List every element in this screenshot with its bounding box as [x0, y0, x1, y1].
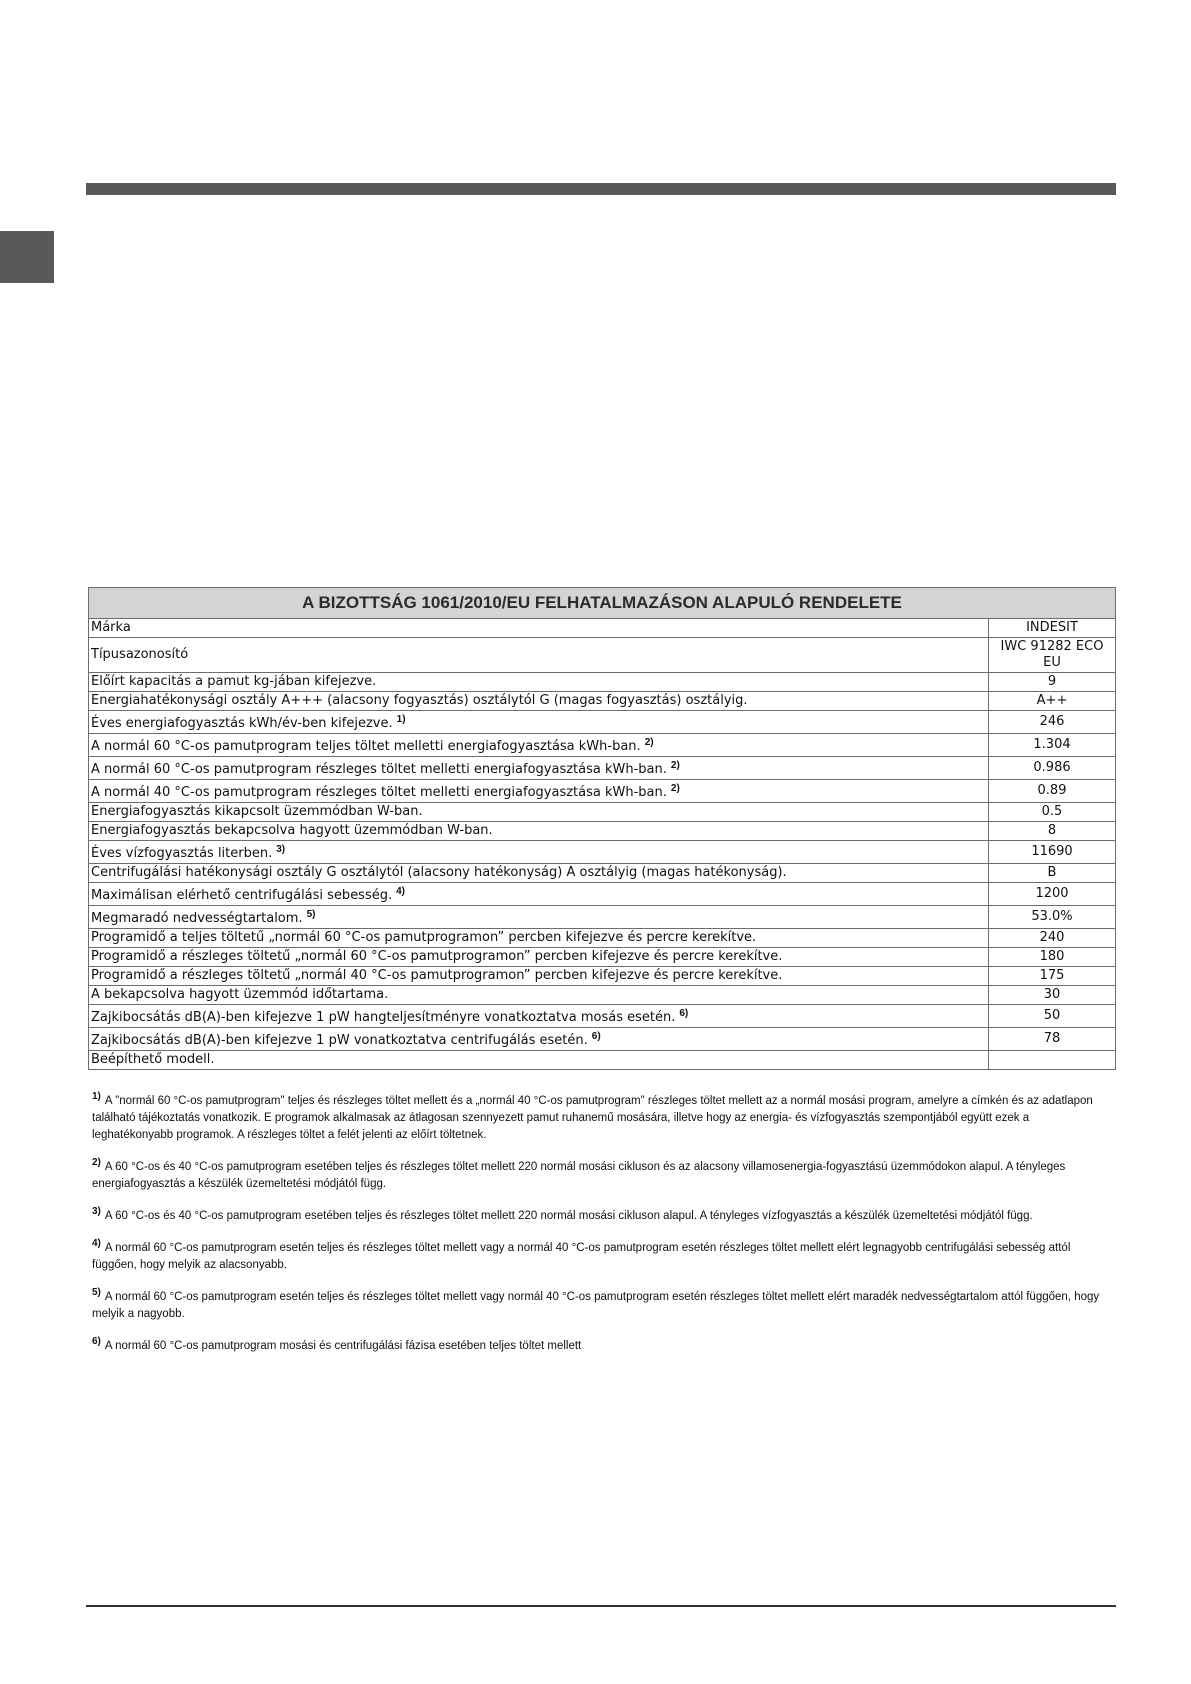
- row-label-text: Beépíthető modell.: [91, 1052, 215, 1067]
- row-label-text: A normál 60 °C-os pamutprogram teljes töltet melletti energiafogyasztása kWh-ban.: [91, 739, 641, 754]
- footnote: [92, 1333, 1112, 1355]
- row-value: 175: [989, 967, 1116, 986]
- row-label: [89, 780, 989, 803]
- footnote: [92, 1154, 1112, 1193]
- footnote-number: 1): [92, 1091, 101, 1102]
- table-row: [89, 906, 1116, 929]
- row-label: [89, 711, 989, 734]
- table-row: [89, 929, 1116, 948]
- product-fiche-table: [88, 587, 1116, 1070]
- row-label-text: Márka: [91, 620, 131, 635]
- footnote-ref: 6): [591, 1031, 601, 1042]
- row-label: [89, 906, 989, 929]
- row-label-text: A bekapcsolva hagyott üzemmód időtartama.: [91, 987, 389, 1002]
- row-label-text: Programidő a részleges töltetű „normál 40 °C-os pamutprogramon” percben kifejezve és percre kerekítve.: [91, 968, 783, 983]
- row-label-text: Éves energiafogyasztás kWh/év-ben kifejezve.: [91, 716, 393, 731]
- footnote-number: 4): [92, 1238, 101, 1249]
- row-label: [89, 803, 989, 822]
- row-label-text: Maximálisan elérhető centrifugálási sebesség.: [91, 888, 393, 903]
- header-bar: [86, 183, 1116, 195]
- row-label: [89, 757, 989, 780]
- row-label: [89, 948, 989, 967]
- row-label: [89, 864, 989, 883]
- row-label: [89, 822, 989, 841]
- table-row: [89, 986, 1116, 1005]
- language-side-tab: [0, 231, 54, 283]
- row-label: [89, 1028, 989, 1051]
- footnote-ref: 4): [396, 886, 406, 897]
- row-value: 240: [989, 929, 1116, 948]
- footnote-ref: 3): [276, 844, 286, 855]
- table-row: [89, 967, 1116, 986]
- footnote: [92, 1203, 1112, 1225]
- footnote-number: 5): [92, 1287, 101, 1298]
- row-value: B: [989, 864, 1116, 883]
- row-value: 78: [989, 1028, 1116, 1051]
- table-row: [89, 757, 1116, 780]
- row-value: 53.0%: [989, 906, 1116, 929]
- footnote-ref: 5): [306, 909, 316, 920]
- table-row: [89, 1028, 1116, 1051]
- row-label-text: Programidő a teljes töltetű „normál 60 °C-os pamutprogramon” percben kifejezve és percre kerekítve.: [91, 930, 757, 945]
- row-label: [89, 986, 989, 1005]
- row-label-text: Típusazonosító: [91, 647, 189, 662]
- footnote-text: A normál 60 °C-os pamutprogram mosási és centrifugálási fázisa esetében teljes töltet mellett: [104, 1340, 582, 1352]
- footnote-ref: 2): [670, 760, 680, 771]
- table-row: [89, 734, 1116, 757]
- row-label: [89, 619, 989, 638]
- table-title: A BIZOTTSÁG 1061/2010/EU FELHATALMAZÁSON ALAPULÓ RENDELETE: [89, 588, 1116, 619]
- table-row: [89, 619, 1116, 638]
- row-label-text: Centrifugálási hatékonysági osztály G osztálytól (alacsony hatékonyság) A osztályig (magas hatékonyság).: [91, 865, 787, 880]
- row-value: 50: [989, 1005, 1116, 1028]
- row-value: 1200: [989, 883, 1116, 906]
- table-row: [89, 711, 1116, 734]
- footnote: [92, 1235, 1112, 1274]
- table-row: [89, 1005, 1116, 1028]
- row-value: 11690: [989, 841, 1116, 864]
- row-value: 0.89: [989, 780, 1116, 803]
- row-label-text: Energiahatékonysági osztály A+++ (alacsony fogyasztás) osztálytól G (magas fogyasztás) osztályig.: [91, 693, 748, 708]
- table-row: [89, 864, 1116, 883]
- table-row: [89, 841, 1116, 864]
- row-label: [89, 638, 989, 673]
- row-label: [89, 841, 989, 864]
- row-label-text: Energiafogyasztás bekapcsolva hagyott üzemmódban W-ban.: [91, 823, 493, 838]
- row-value: 246: [989, 711, 1116, 734]
- row-label-text: A normál 40 °C-os pamutprogram részleges töltet melletti energiafogyasztása kWh-ban.: [91, 785, 667, 800]
- row-label: [89, 673, 989, 692]
- row-value: 8: [989, 822, 1116, 841]
- row-value: 9: [989, 673, 1116, 692]
- row-label: [89, 967, 989, 986]
- row-label: [89, 734, 989, 757]
- footnote-text: A normál 60 °C-os pamutprogram esetén teljes és részleges töltet mellett vagy normál 40 °C-os pamutprogram esetén részleges töltet mellett elért maradék nedvességtartalom attól függően, hogy melyik a nagyobb.: [92, 1291, 1100, 1320]
- row-label-text: Zajkibocsátás dB(A)-ben kifejezve 1 pW vonatkoztatva centrifugálás esetén.: [91, 1033, 588, 1048]
- row-label: [89, 1051, 989, 1070]
- footer-rule: [86, 1605, 1116, 1607]
- row-label: [89, 1005, 989, 1028]
- table-row: [89, 638, 1116, 673]
- footnotes: [92, 1088, 1112, 1365]
- row-label: [89, 929, 989, 948]
- table-row: [89, 803, 1116, 822]
- footnote-number: 2): [92, 1157, 101, 1168]
- row-label: [89, 883, 989, 906]
- row-value: 1.304: [989, 734, 1116, 757]
- table-row: [89, 692, 1116, 711]
- table-row: [89, 673, 1116, 692]
- row-label-text: Zajkibocsátás dB(A)-ben kifejezve 1 pW hangteljesítményre vonatkoztatva mosás esetén.: [91, 1010, 676, 1025]
- table-row: [89, 883, 1116, 906]
- row-label-text: Éves vízfogyasztás literben.: [91, 846, 273, 861]
- row-value: INDESIT: [989, 619, 1116, 638]
- footnote-number: 3): [92, 1206, 101, 1217]
- footnote-text: A 60 °C-os és 40 °C-os pamutprogram esetében teljes és részleges töltet mellett 220 normál mosási cikluson és az alacsony villamosenergia-fogyasztású üzemmódokon alapul. A tényleges energiafogyasztás a készülék üzemeltetési módjától függ.: [92, 1161, 1066, 1190]
- footnote-ref: 6): [679, 1008, 689, 1019]
- footnote: [92, 1088, 1112, 1144]
- table-row: [89, 822, 1116, 841]
- footnote-text: A 60 °C-os és 40 °C-os pamutprogram esetében teljes és részleges töltet mellett 220 normál mosási cikluson alapul. A tényleges vízfogyasztás a készülék üzemeltetési módjától függ.: [104, 1210, 1033, 1222]
- row-value: 0.986: [989, 757, 1116, 780]
- row-label-text: Programidő a részleges töltetű „normál 60 °C-os pamutprogramon” percben kifejezve és percre kerekítve.: [91, 949, 783, 964]
- footnote-number: 6): [92, 1336, 101, 1347]
- table-row: [89, 780, 1116, 803]
- row-label-text: Előírt kapacitás a pamut kg-jában kifejezve.: [91, 674, 377, 689]
- footnote-ref: 2): [670, 783, 680, 794]
- row-value: 0.5: [989, 803, 1116, 822]
- row-value: 30: [989, 986, 1116, 1005]
- row-label-text: A normál 60 °C-os pamutprogram részleges töltet melletti energiafogyasztása kWh-ban.: [91, 762, 667, 777]
- table-row: [89, 948, 1116, 967]
- footnote-ref: 1): [396, 714, 406, 725]
- footnote-ref: 2): [644, 737, 654, 748]
- table-row: [89, 1051, 1116, 1070]
- row-label-text: Energiafogyasztás kikapcsolt üzemmódban W-ban.: [91, 804, 423, 819]
- footnote-text: A "normál 60 °C-os pamutprogram" teljes és részleges töltet mellett és a „normál 40 °C-os pamutprogram" részleges töltet mellett az a normál mosási program, amelyre a címkén és az adatlapon található tájékoztatás vonatkozik. E programok alkalmasak az átlagosan szennyezett pamut ruhanemű mosására, illetve hogy az energia- és vízfogyasztás szempontjából együtt ezek a leghatékonyabb programok. A részleges töltet a felét jelenti az előírt töltetnek.: [92, 1095, 1093, 1141]
- row-value: A++: [989, 692, 1116, 711]
- row-value: 180: [989, 948, 1116, 967]
- row-value: [989, 1051, 1116, 1070]
- row-value: IWC 91282 ECO EU: [989, 638, 1116, 673]
- row-label: [89, 692, 989, 711]
- row-label-text: Megmaradó nedvességtartalom.: [91, 911, 303, 926]
- footnote: [92, 1284, 1112, 1323]
- footnote-text: A normál 60 °C-os pamutprogram esetén teljes és részleges töltet mellett vagy a normál 40 °C-os pamutprogram esetén részleges töltet mellett elért legnagyobb centrifugálási sebesség attól függően, hogy melyik az alacsonyabb.: [92, 1242, 1071, 1271]
